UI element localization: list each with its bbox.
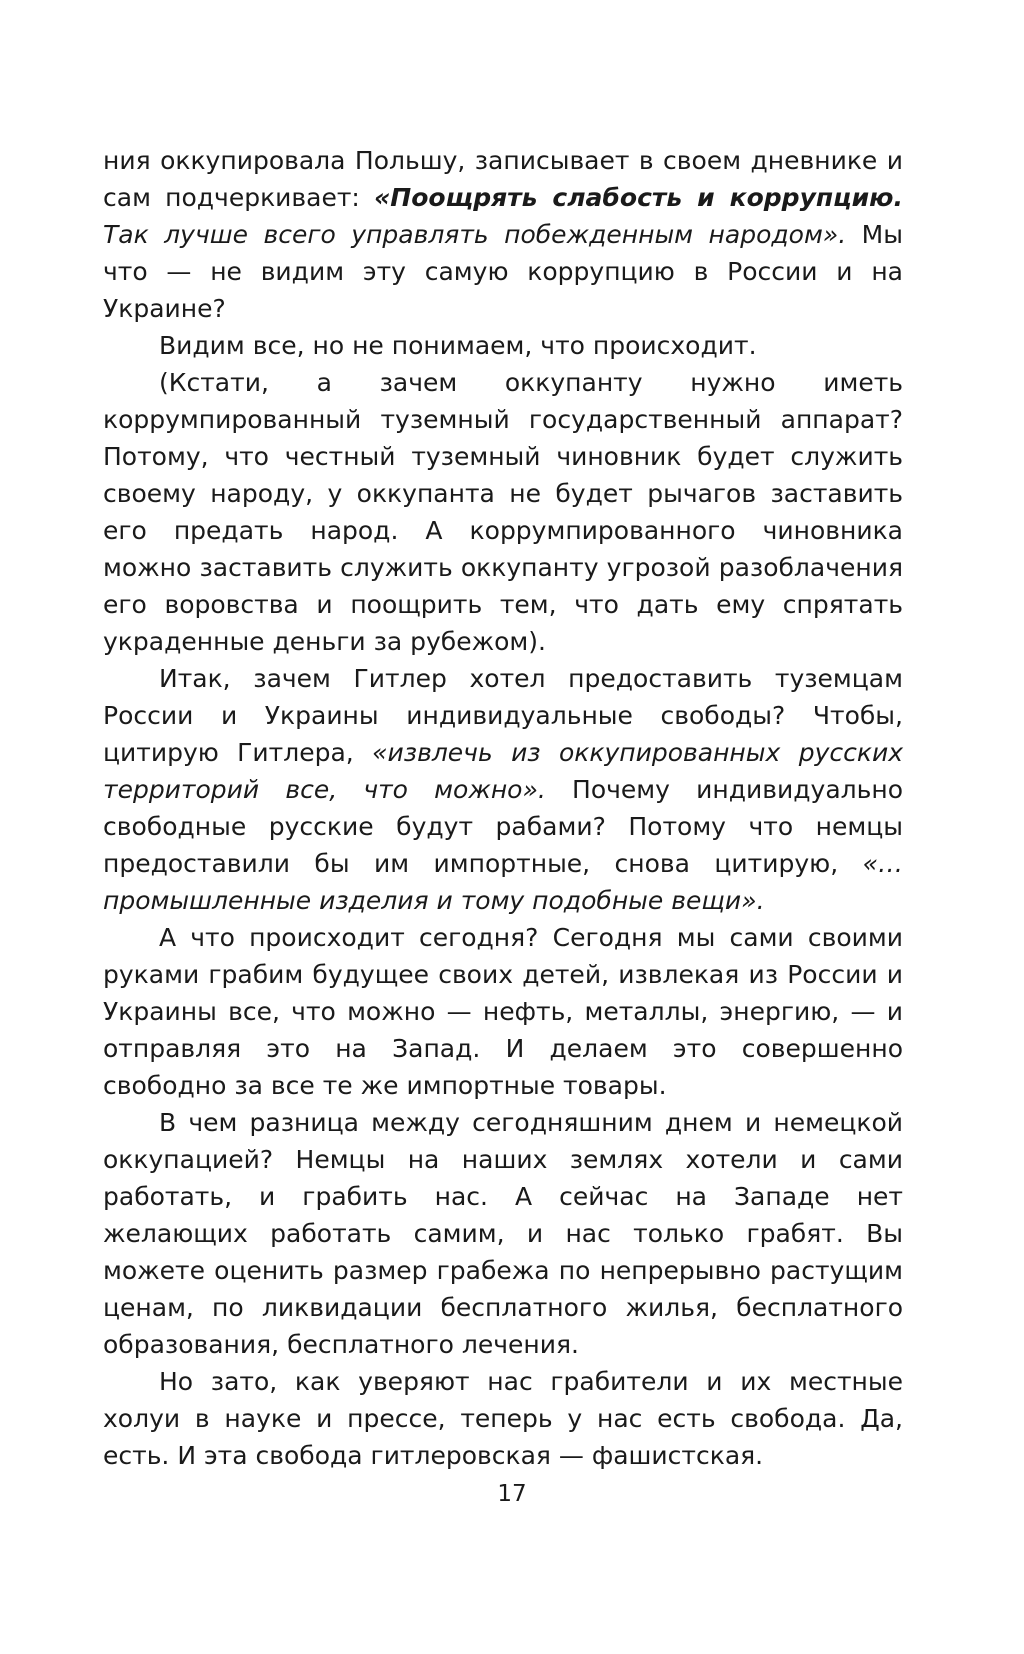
paragraph bbox=[103, 1363, 903, 1474]
page-number: 17 bbox=[497, 1481, 527, 1507]
quote-segment: «извлечь из оккупированных русских территорий все, что можно». bbox=[103, 738, 903, 804]
text-segment: ния оккупировала Польшу, записывает в своем дневнике и сам подчеркивает: bbox=[103, 146, 903, 212]
text-segment: Итак, зачем Гитлер хотел предоставить туземцам России и Украины индивидуальные свободы? Чтобы, цитирую Гитлера, bbox=[103, 664, 903, 767]
text-segment: Но зато, как уверяют нас грабители и их местные холуи в науке и прессе, теперь у нас есть свобода. Да, есть. И эта свобода гитлеровская — фашистская. bbox=[103, 1367, 903, 1470]
paragraph bbox=[103, 364, 903, 660]
text-segment: В чем разница между сегодняшним днем и немецкой оккупацией? Немцы на наших землях хотели и сами работать, и грабить нас. А сейчас на Западе нет желающих работать самим, и нас только грабят. Вы можете оценить размер грабежа по непрерывно растущим ценам, по ликвидации бесплатного жилья, бесплатного образования, бесплатного лечения. bbox=[103, 1108, 903, 1359]
paragraph bbox=[103, 919, 903, 1104]
text-segment: А что происходит сегодня? Сегодня мы сами своими руками грабим будущее своих детей, извлекая из России и Украины все, что можно — нефть, металлы, энергию, — и отправляя это на Запад. И делаем это совершенно свободно за все те же импортные товары. bbox=[103, 923, 903, 1100]
text-segment: Видим все, но не понимаем, что происходит. bbox=[159, 331, 757, 360]
text-segment: Почему индивидуально свободные русские будут рабами? Потому что немцы предоставили бы им импортные, снова цитирую, bbox=[103, 775, 904, 878]
paragraph bbox=[103, 142, 903, 327]
quote-segment: Так лучше всего управлять побежденным народом». bbox=[103, 220, 847, 249]
quote-segment: «Поощрять слабость и коррупцию. bbox=[374, 183, 903, 212]
text-segment: (Кстати, а зачем оккупанту нужно иметь коррумпированный туземный государственный аппарат? Потому, что честный туземный чиновник будет служить своему народу, у оккупанта не будет рычагов заставить его предать народ. А коррумпированного чиновника можно заставить служить оккупанту угрозой разоблачения его воровства и поощрить тем, что дать ему спрятать украденные деньги за рубежом). bbox=[103, 368, 903, 656]
text-segment: Мы что — не видим эту самую коррупцию в России и на Украине? bbox=[103, 220, 903, 323]
paragraph bbox=[103, 1104, 903, 1363]
paragraph bbox=[103, 660, 903, 919]
quote-segment: «…промышленные изделия и тому подобные вещи». bbox=[103, 849, 903, 915]
page-body bbox=[103, 142, 903, 1474]
paragraph bbox=[103, 327, 903, 364]
